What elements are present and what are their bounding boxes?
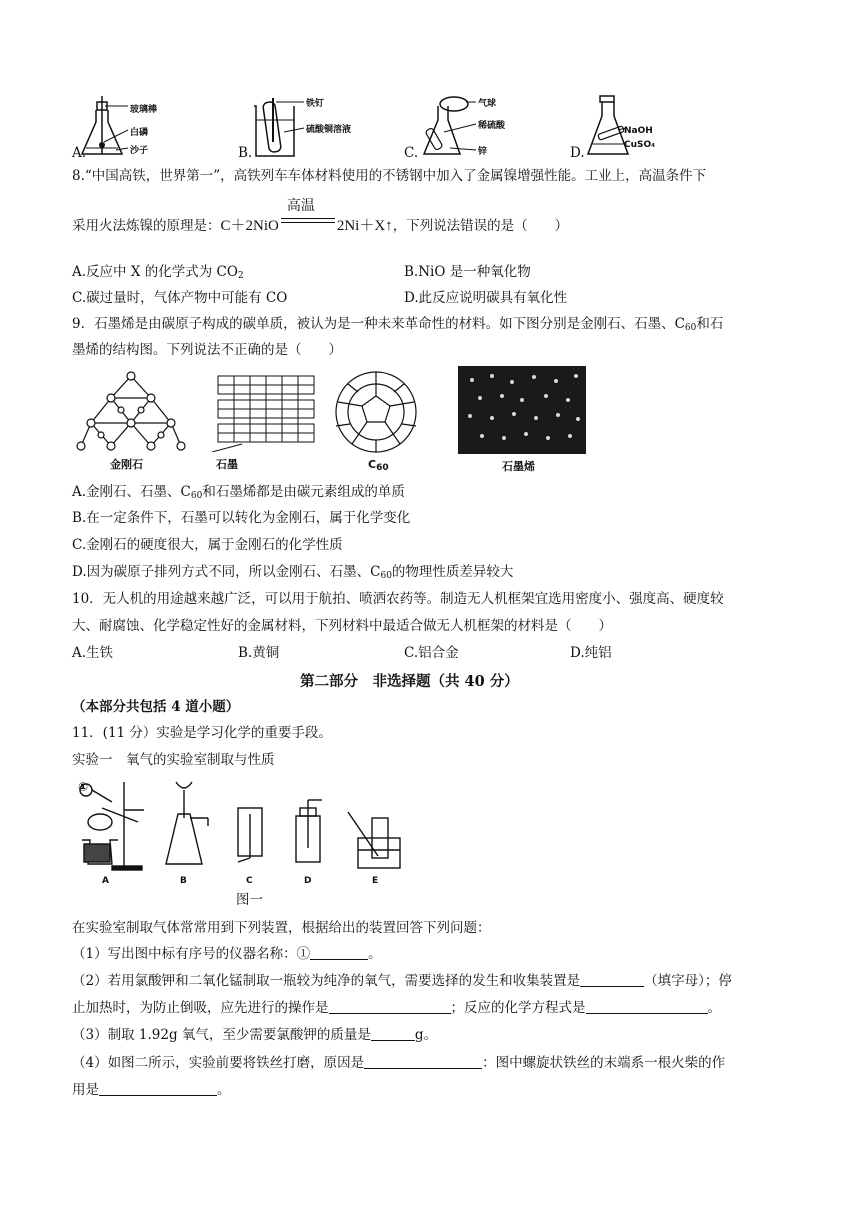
gas-apparatus-icon xyxy=(72,778,402,878)
q8-equation-condition xyxy=(279,198,337,234)
q7-figure-b xyxy=(248,92,398,162)
fig-label-glass-rod: 玻璃棒 xyxy=(130,105,158,115)
answer-blank-6[interactable] xyxy=(364,1054,482,1069)
q10-option-c: C.铝合金 xyxy=(404,645,459,661)
q10-option-d: D.纯铝 xyxy=(570,645,612,661)
diamond-lattice-icon xyxy=(76,368,186,453)
fig-letter-b: B xyxy=(180,876,187,886)
fig-marker-1: ① xyxy=(78,780,89,794)
c60-label: $C_{60}$ xyxy=(368,458,389,473)
fig-label-zinc: 锌 xyxy=(478,147,488,157)
answer-blank-2[interactable] xyxy=(580,972,644,987)
q10-option-b: B.黄铜 xyxy=(238,645,280,661)
graphene-structure xyxy=(458,366,588,476)
q11-part4-line2: 用是 。 xyxy=(72,1082,231,1098)
answer-blank-7[interactable] xyxy=(99,1081,217,1096)
q10-option-a: A.生铁 xyxy=(72,645,114,661)
graphene-label: 石墨烯 xyxy=(502,460,535,473)
q7-option-c: C. xyxy=(404,145,419,161)
answer-blank-5[interactable] xyxy=(371,1026,415,1041)
q8-option-d: D.此反应说明碳具有氧化性 xyxy=(404,290,568,306)
part2-subtitle: （本部分共包括 4 道小题） xyxy=(72,699,240,715)
q10-stem-line1: 10．无人机的用途越来越广泛，可以用于航拍、喷洒农药等。制造无人机框架宜选用密度小、强度高、硬度较 xyxy=(72,591,724,607)
q8-option-b: B.NiO 是一种氧化物 xyxy=(404,264,531,280)
q11-part1: （1）写出图中标有序号的仪器名称：① 。 xyxy=(72,946,382,962)
fig-letter-d: D xyxy=(304,876,312,886)
diamond-label: 金刚石 xyxy=(110,458,143,471)
figure-one-caption: 图一 xyxy=(236,892,263,908)
fig-label-cuso4: CuSO₄ xyxy=(624,140,656,150)
q8-prefix: 采用火法炼镍的原理是： xyxy=(72,218,221,234)
q11-part3: （3）制取 1.92g 氧气，至少需要氯酸钾的质量是 g。 xyxy=(72,1027,438,1043)
c60-fullerene-icon xyxy=(328,368,424,458)
q8-suffix: ，下列说法错误的是（ ） xyxy=(392,218,569,234)
fig-label-copper-sulfate: 硫酸铜溶液 xyxy=(306,125,352,135)
answer-blank-1[interactable] xyxy=(310,945,368,960)
q11-part2-line2: 止加热时，为防止倒吸，应先进行的操作是 ；反应的化学方程式是 。 xyxy=(72,1000,721,1016)
q8-condition-text: 高温 xyxy=(286,198,315,214)
part2-title: 第二部分 非选择题（共 40 分） xyxy=(300,673,519,690)
q7-figure-c xyxy=(414,92,564,162)
q8-option-a: A.反应中 X 的化学式为 $CO_2$ xyxy=(72,264,244,281)
fig-label-sand: 沙子 xyxy=(130,146,149,156)
fig-letter-a: A xyxy=(102,876,109,886)
q11-experiment-one: 实验一 氧气的实验室制取与性质 xyxy=(72,752,275,768)
c60-structure xyxy=(328,368,428,473)
q11-part2-line1: （2）若用氯酸钾和二氧化锰制取一瓶较为纯净的氧气，需要选择的发生和收集装置是 （填字母）；停 xyxy=(72,973,732,989)
q11-stem: 11．(11 分）实验是学习化学的重要手段。 xyxy=(72,725,332,741)
graphene-photo-icon xyxy=(458,366,586,454)
graphite-structure xyxy=(212,372,322,472)
q8-stem-line1: 8.“中国高铁，世界第一”，高铁列车车体材料使用的不锈钢中加入了金属镍增强性能。工业上，高温条件下 xyxy=(72,168,707,184)
fig-label-dilute-sulfuric-acid: 稀硫酸 xyxy=(478,121,506,131)
q8-equation-right: 2Ni＋X↑ xyxy=(336,218,393,234)
figure-one-apparatus xyxy=(72,778,402,888)
q8-option-c: C.碳过量时，气体产物中可能有 CO xyxy=(72,290,288,306)
answer-blank-4[interactable] xyxy=(586,999,708,1014)
q11-intro: 在实验室制取气体常常用到下列装置，根据给出的装置回答下列问题： xyxy=(72,920,491,936)
q10-stem-line2: 大、耐腐蚀、化学稳定性好的金属材料，下列材料中最适合做无人机框架的材料是（ ） xyxy=(72,618,612,634)
q8-stem-line2 xyxy=(72,198,569,236)
fig-label-naoh: NaOH xyxy=(624,126,653,136)
q7-option-a: A. xyxy=(72,145,87,161)
q7-option-d: D. xyxy=(570,145,585,161)
fig-label-balloon: 气球 xyxy=(478,99,497,109)
diamond-structure xyxy=(76,368,186,471)
flask-apparatus-d-icon xyxy=(584,92,734,162)
graphite-label: 石墨 xyxy=(216,458,238,471)
q7-figure-d xyxy=(584,92,734,162)
fig-label-white-phosphorus: 白磷 xyxy=(130,128,149,138)
q9-option-d: D.因为碳原子排列方式不同，所以金刚石、石墨、$C_{60}$的物理性质差异较大 xyxy=(72,564,514,581)
q7-figure-a xyxy=(72,92,222,162)
fig-label-iron-nail: 铁钉 xyxy=(306,99,325,109)
q9-stem-line1: 9．石墨烯是由碳原子构成的碳单质，被认为是一种未来革命性的材料。如下图分别是金刚石、石墨、$C_{60}$和石 xyxy=(72,316,724,333)
fig-letter-c: C xyxy=(246,876,253,886)
fig-letter-e: E xyxy=(372,876,379,886)
q9-option-a: A.金刚石、石墨、$C_{60}$和石墨烯都是由碳元素组成的单质 xyxy=(72,484,405,501)
q9-option-b: B.在一定条件下，石墨可以转化为金刚石，属于化学变化 xyxy=(72,510,411,526)
q9-option-c: C.金刚石的硬度很大，属于金刚石的化学性质 xyxy=(72,537,343,553)
answer-blank-3[interactable] xyxy=(329,999,451,1014)
q7-option-b: B. xyxy=(238,145,253,161)
q9-stem-line2: 墨烯的结构图。下列说法不正确的是（ ） xyxy=(72,342,342,358)
graphite-layers-icon xyxy=(212,372,322,452)
q8-equation-left: C＋2NiO xyxy=(220,218,279,234)
q11-part4-line1: （4）如图二所示，实验前要将铁丝打磨，原因是 ：图中螺旋状铁丝的末端系一根火柴的作 xyxy=(72,1055,726,1071)
